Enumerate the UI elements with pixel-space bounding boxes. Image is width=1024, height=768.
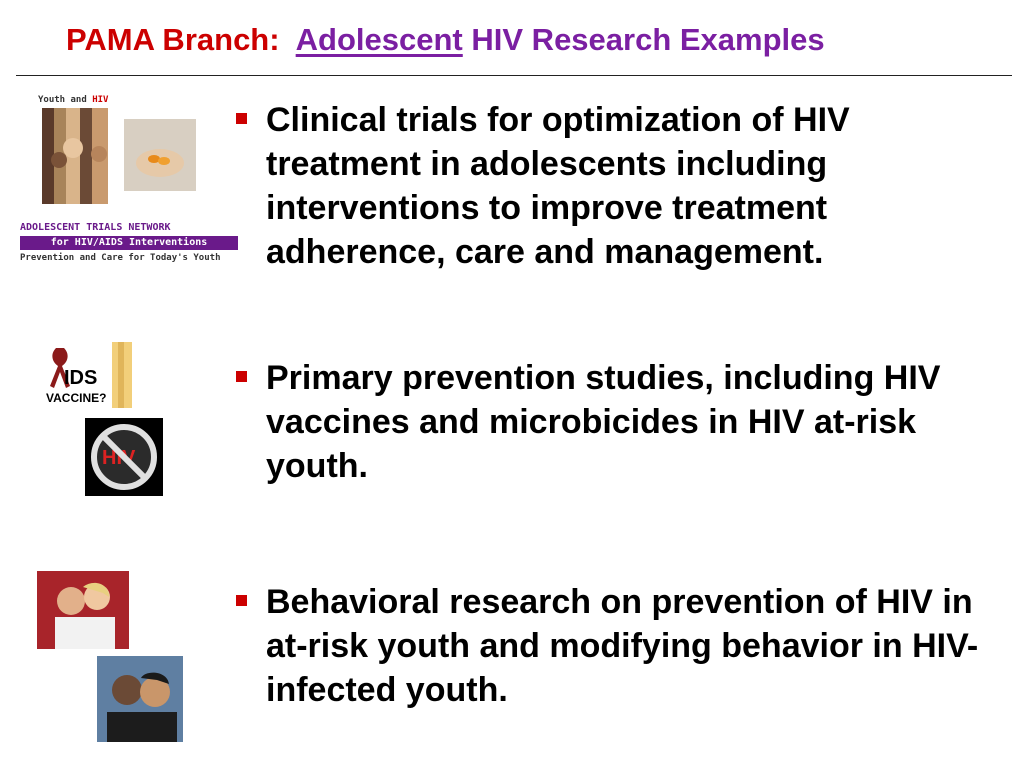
youth-hiv-caption [38,95,108,105]
atn-logo-line3: Prevention and Care for Today's Youth [20,253,221,263]
bullet-marker [236,113,247,124]
title-adolescent: Adolescent [295,22,463,57]
bullet-marker [236,595,247,606]
vaccine-text: VACCINE? [46,391,107,405]
title-examples: HIV Research Examples [471,22,825,57]
bullet-primary-prevention [236,356,996,488]
youth-hiv-label: Youth and [38,95,87,105]
youth-collage-image [42,108,108,204]
aids-vaccine-image [42,340,134,410]
atn-logo-line2: for HIV/AIDS Interventions [20,236,238,250]
bullet-clinical-trials [236,98,996,274]
youth-couple-photo [37,571,129,649]
title-divider [16,75,1012,76]
no-hiv-image [85,418,163,496]
bullet-text: Behavioral research on prevention of HIV in at-risk youth and modifying behavior in HIV-infected youth. [266,583,979,709]
slide-title [66,22,825,58]
bullet-text: Clinical trials for optimization of HIV treatment in adolescents including interventions to improve treatment adherence, care and management. [266,101,850,271]
pills-hand-image [124,119,196,191]
atn-logo-line1: ADOLESCENT TRIALS NETWORK [20,222,171,233]
bullet-text: Primary prevention studies, including HIV vaccines and microbicides in HIV at-risk youth. [266,359,941,485]
youth-friends-photo [97,656,183,742]
title-branch: PAMA Branch: [66,22,280,57]
bullet-marker [236,371,247,382]
bullet-behavioral-research [236,580,996,712]
no-hiv-text: HIV [102,447,136,469]
aids-text: IDS [64,367,98,389]
youth-hiv-label-hiv: HIV [92,95,109,105]
